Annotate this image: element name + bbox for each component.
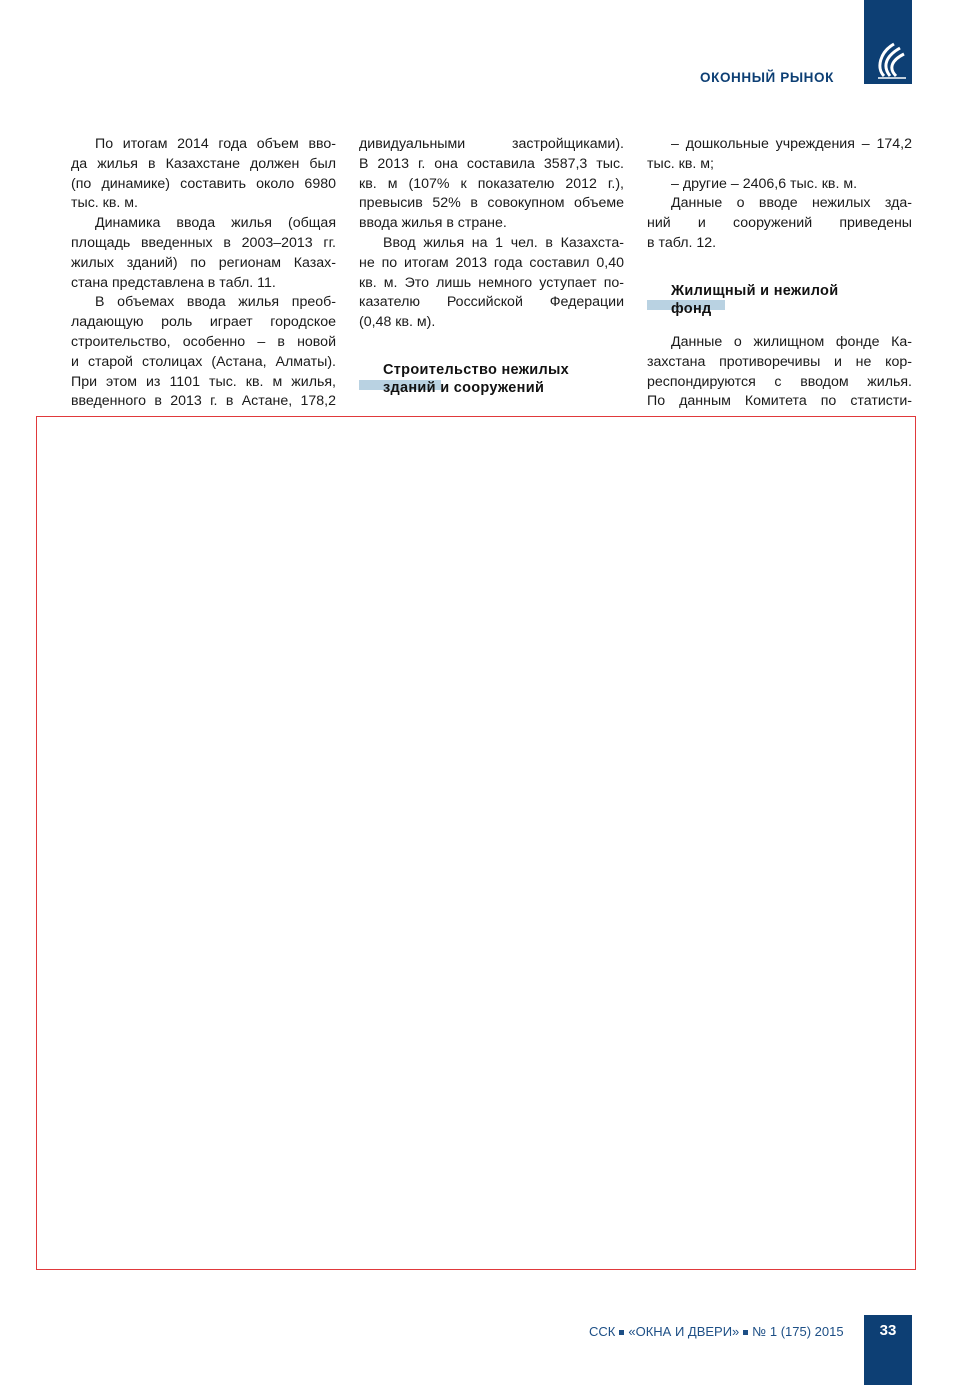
footer-magazine: «ОКНА И ДВЕРИ» — [628, 1324, 740, 1339]
subheading-line: Строительство нежилых — [383, 362, 570, 378]
text-line: – дошкольные учреждения – 174,2 — [671, 136, 912, 152]
logo-icon — [870, 38, 908, 80]
text-line: В 2013 г. она составила 3587,3 тыс. — [359, 155, 624, 172]
page-number-block — [864, 1315, 912, 1385]
text-line: ввода жилья в стране. — [359, 215, 507, 232]
text-line: дивидуальными застройщиками). — [359, 136, 624, 152]
separator-icon — [743, 1330, 748, 1335]
figure-frame — [36, 416, 916, 1270]
text-line: тыс. кв. м; — [647, 155, 714, 172]
text-line: не по итогам 2013 года составил 0,40 — [359, 254, 624, 271]
text-line: По данным Комитета по статисти- — [647, 393, 912, 410]
section-title: ОКОННЫЙ РЫНОК — [700, 70, 834, 85]
subheading-housing-stock — [671, 282, 838, 318]
text-line: стана представлена в табл. 11. — [71, 274, 276, 291]
text-line: тыс. кв. м. — [71, 195, 138, 212]
footer-citation — [589, 1324, 844, 1339]
subheading-line: Жилищный и нежилой — [671, 283, 839, 299]
text-line: кв. м. Это лишь немного уступает по- — [359, 274, 624, 291]
text-line: и старой столицах (Астана, Алматы). — [71, 353, 336, 370]
footer-issue: № 1 (175) 2015 — [752, 1324, 844, 1339]
text-line: респондируются с вводом жилья. — [647, 373, 912, 390]
subheading-line: зданий и сооружений — [383, 380, 545, 396]
text-line: введенного в 2013 г. в Астане, 178,2 — [71, 393, 336, 410]
text-line: При этом из 1101 тыс. кв. м жилья, — [71, 373, 336, 390]
page-number: 33 — [879, 1322, 897, 1339]
text-line: (по динамике) составить около 6980 — [71, 175, 336, 192]
logo-block — [864, 0, 912, 84]
text-line: в табл. 12. — [647, 235, 717, 251]
text-line: площадь введенных в 2003–2013 гг. — [71, 235, 336, 251]
text-line: Ввод жилья на 1 чел. в Казахста- — [383, 235, 624, 251]
text-line: По итогам 2014 года объем вво- — [95, 136, 336, 152]
text-line: строительство, особенно – в новой — [71, 334, 336, 350]
text-line: Динамика ввода жилья (общая — [95, 215, 336, 232]
text-line: жилых зданий) по регионам Казах- — [71, 254, 336, 271]
text-line: Данные о жилищном фонде Ка- — [671, 334, 912, 350]
separator-icon — [619, 1330, 624, 1335]
text-line: казателю Российской Федерации — [359, 294, 624, 311]
subheading-line: фонд — [671, 301, 712, 317]
text-line: ладающую роль играет городское — [71, 314, 336, 331]
text-line: кв. м (107% к показателю 2012 г.), — [359, 175, 624, 192]
footer-publisher: ССК — [589, 1324, 616, 1339]
text-line: ний и сооружений приведены — [647, 215, 912, 232]
text-line: – другие – 2406,6 тыс. кв. м. — [671, 175, 858, 192]
text-line: (0,48 кв. м). — [359, 314, 436, 331]
text-line: В объемах ввода жилья преоб- — [95, 294, 336, 311]
subheading-nonresidential — [383, 361, 569, 397]
text-line: да жилья в Казахстане должен был — [71, 155, 336, 172]
text-line: превысив 52% в совокупном объеме — [359, 195, 624, 212]
text-line: Данные о вводе нежилых зда- — [671, 195, 912, 212]
text-line: захстана противоречивы и не кор- — [647, 353, 912, 370]
